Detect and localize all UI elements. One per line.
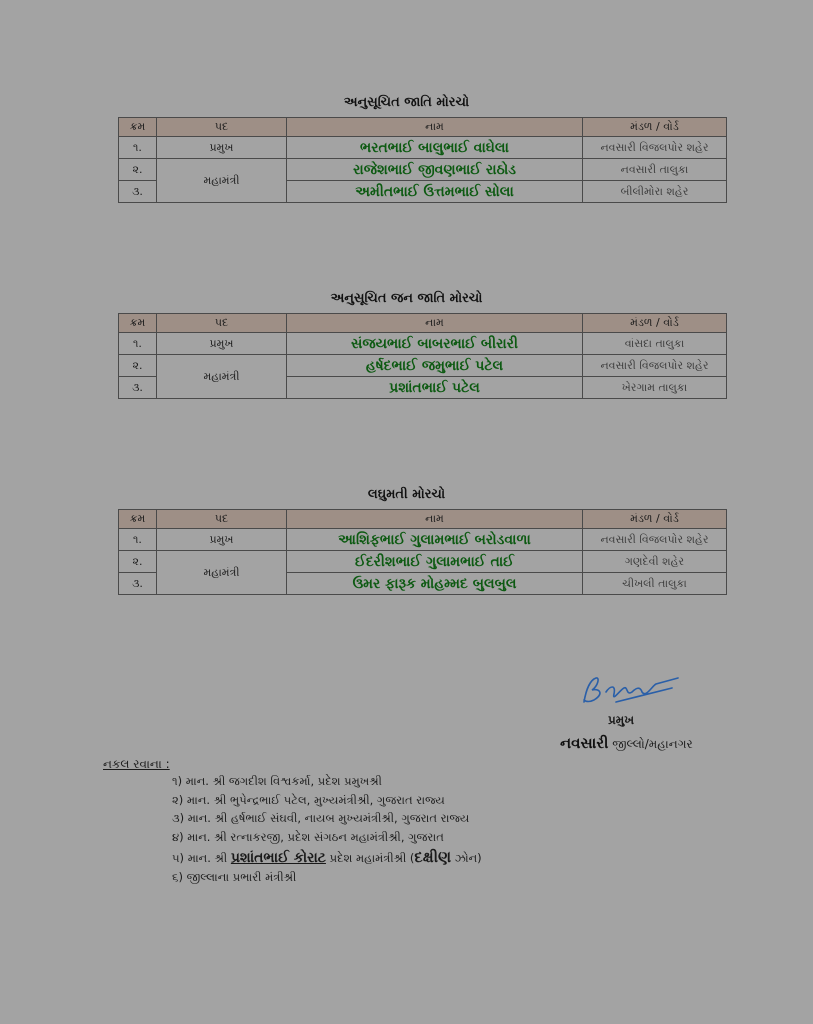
row-mandal: ચીખલી તાલુકા <box>583 573 727 595</box>
item5-highlight: પ્રશાંતભાઈ કોરાટ <box>230 850 326 866</box>
table-header-row <box>119 314 727 333</box>
item5-zone: દક્ષીણ <box>414 848 452 866</box>
row-num: ૧. <box>119 137 157 159</box>
signature-place-bold: નવસારી <box>560 734 609 752</box>
list-item: ૩) માન. શ્રી હર્ષભાઈ સંઘવી, નાયબ મુખ્યમંત્રીશ્રી, ગુજરાત રાજ્ય <box>172 811 470 825</box>
table-row <box>119 551 727 573</box>
row-pad: પ્રમુખ <box>157 529 287 551</box>
row-pad: પ્રમુખ <box>157 137 287 159</box>
signature-title: પ્રમુખ <box>608 713 635 727</box>
row-mandal: વાંસદા તાલુકા <box>583 333 727 355</box>
row-num: ૩. <box>119 181 157 203</box>
table-anusuchit-jan-jati <box>118 313 727 399</box>
table-row <box>119 137 727 159</box>
copy-to-list <box>172 772 482 887</box>
table-header-row <box>119 510 727 529</box>
table-row <box>119 333 727 355</box>
section-title-1: અનુસૂચિત જાતિ મોરચો <box>343 95 470 110</box>
header-kram: ક્રમ <box>119 118 157 137</box>
table-row <box>119 355 727 377</box>
row-mandal: નવસારી તાલુકા <box>583 159 727 181</box>
row-name: ઉમર ફારૂક મોહમ્મદ બુલબુલ <box>287 573 583 595</box>
row-name: રાજેશભાઈ જીવણભાઈ રાઠોડ <box>287 159 583 181</box>
row-mandal: બીલીમોરા શહેર <box>583 181 727 203</box>
table-laghumati <box>118 509 727 595</box>
header-pad: પદ <box>157 510 287 529</box>
row-name: અમીતભાઈ ઉત્તમભાઈ સોલા <box>287 181 583 203</box>
section-title-2: અનુસૂચિત જન જાતિ મોરચો <box>330 291 483 306</box>
row-mandal: ખેરગામ તાલુકા <box>583 377 727 399</box>
table-header-row <box>119 118 727 137</box>
list-item: ૪) માન. શ્રી રત્નાકરજી, પ્રદેશ સંગઠન મહામંત્રીશ્રી, ગુજરાત <box>172 829 444 844</box>
table-anusuchit-jati <box>118 117 727 203</box>
list-item: ૧) માન. શ્રી જગદીશ વિશ્વકર્મા, પ્રદેશ પ્રમુખશ્રી <box>172 774 382 788</box>
item5-middle: પ્રદેશ મહામંત્રીશ્રી ( <box>329 851 415 865</box>
copy-to-heading: નકલ રવાના : <box>103 757 170 771</box>
header-kram: ક્રમ <box>119 314 157 333</box>
header-pad: પદ <box>157 118 287 137</box>
row-num: ૨. <box>119 551 157 573</box>
header-kram: ક્રમ <box>119 510 157 529</box>
row-name: હર્ષદભાઈ જમુભાઈ પટેલ <box>287 355 583 377</box>
row-mandal: નવસારી વિજલપોર શહેર <box>583 355 727 377</box>
row-num: ૩. <box>119 377 157 399</box>
signature-scribble <box>576 672 686 712</box>
header-naam: નામ <box>287 314 583 333</box>
header-mandal: મંડળ / વોર્ડ <box>583 510 727 529</box>
row-name: આશિફભાઈ ગુલામભાઈ બરોડવાળા <box>287 529 583 551</box>
section-title-3: લઘુમતી મોરચો <box>367 487 446 502</box>
header-naam: નામ <box>287 510 583 529</box>
list-item: ૬) જીલ્લાના પ્રભારી મંત્રીશ્રી <box>172 870 297 884</box>
row-num: ૧. <box>119 529 157 551</box>
table-row <box>119 529 727 551</box>
row-num: ૨. <box>119 159 157 181</box>
row-num: ૧. <box>119 333 157 355</box>
signature-place <box>560 734 693 752</box>
header-pad: પદ <box>157 314 287 333</box>
list-item <box>172 846 482 868</box>
table-row <box>119 159 727 181</box>
row-num: ૩. <box>119 573 157 595</box>
item5-suffix: ઝોન) <box>454 851 482 865</box>
row-name: પ્રશાંતભાઈ પટેલ <box>287 377 583 399</box>
row-num: ૨. <box>119 355 157 377</box>
row-pad: મહામંત્રી <box>157 551 287 595</box>
row-name: ઈદરીશભાઈ ગુલામભાઈ તાઈ <box>287 551 583 573</box>
row-pad: પ્રમુખ <box>157 333 287 355</box>
row-mandal: ગણદેવી શહેર <box>583 551 727 573</box>
header-naam: નામ <box>287 118 583 137</box>
header-mandal: મંડળ / વોર્ડ <box>583 118 727 137</box>
row-mandal: નવસારી વિજલપોર શહેર <box>583 137 727 159</box>
row-name: ભરતભાઈ બાલુભાઈ વાઘેલા <box>287 137 583 159</box>
signature-place-rest: જીલ્લો/મહાનગર <box>612 737 693 751</box>
list-item: ૨) માન. શ્રી ભુપેન્દ્રભાઈ પટેલ, મુખ્યમંત્રીશ્રી, ગુજરાત રાજ્ય <box>172 792 445 807</box>
row-pad: મહામંત્રી <box>157 355 287 399</box>
item5-prefix: ૫) માન. શ્રી <box>172 851 228 865</box>
row-pad: મહામંત્રી <box>157 159 287 203</box>
row-name: સંજયભાઈ બાબરભાઈ બીરારી <box>287 333 583 355</box>
header-mandal: મંડળ / વોર્ડ <box>583 314 727 333</box>
row-mandal: નવસારી વિજલપોર શહેર <box>583 529 727 551</box>
